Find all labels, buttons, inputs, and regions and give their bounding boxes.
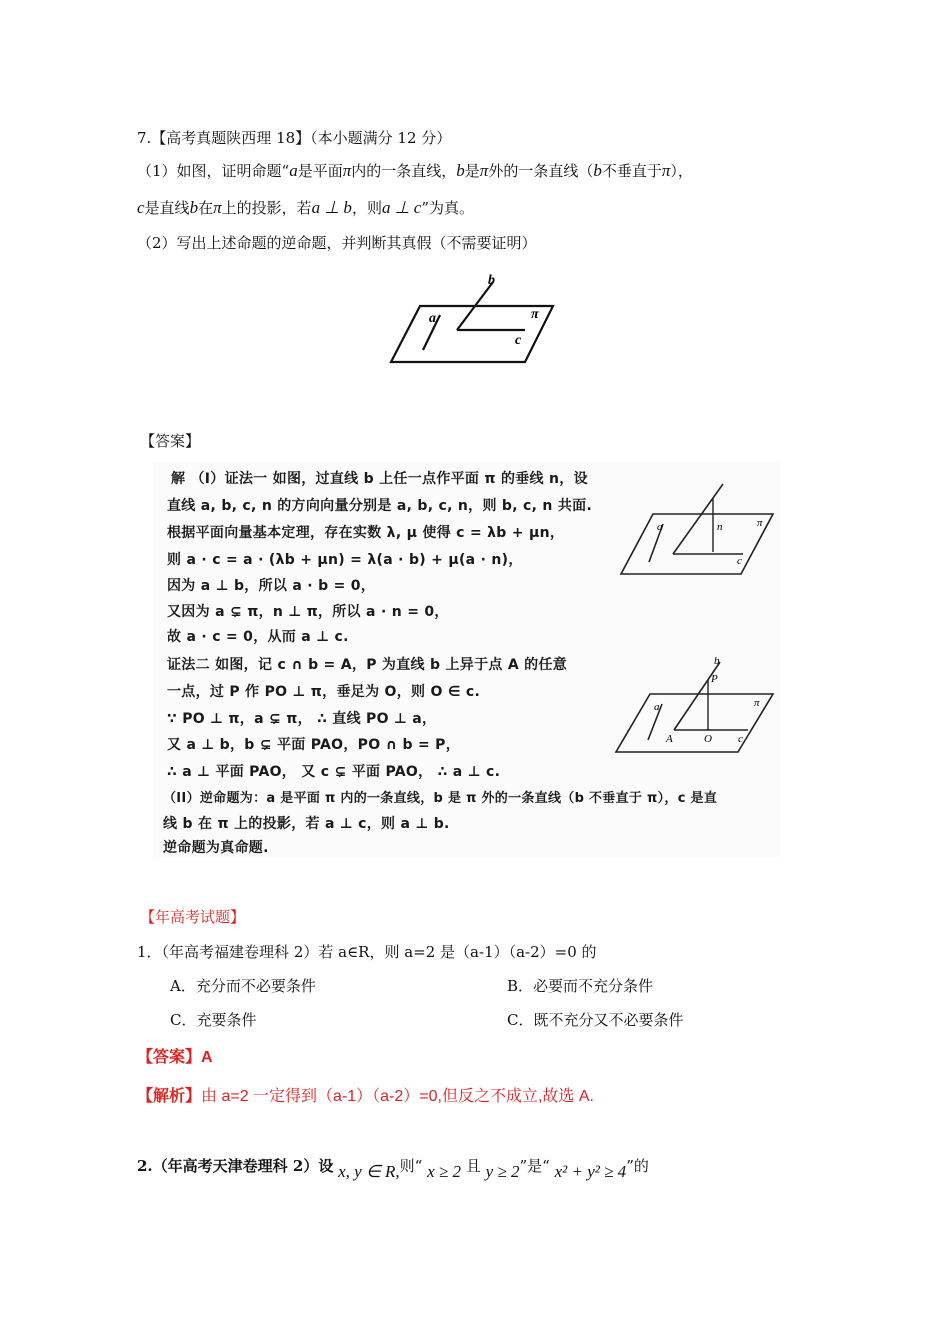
text: （1）如图，证明命题“ [137, 162, 290, 180]
answer-tag: 【答案】 [137, 1047, 202, 1066]
math-var: a [289, 161, 298, 180]
math-var: b [189, 198, 199, 217]
plane [621, 514, 773, 574]
q1-option-d: C．既不充分又不必要条件 [507, 1011, 684, 1029]
q7-part1-line1 [137, 161, 693, 181]
label-P: P [711, 673, 718, 685]
q7-figure [385, 270, 560, 370]
scan-figure-2 [608, 654, 778, 754]
text: 是平面 [297, 162, 343, 180]
text: ）， [670, 162, 693, 180]
solution-line: 故 a · c = 0，从而 a ⊥ c. [167, 629, 349, 645]
label-A: A [666, 733, 673, 745]
text: ”的 [626, 1157, 649, 1175]
solution-line: 证法二 如图，记 c ∩ b = A，P 为直线 b 上异于点 A 的任意 [167, 657, 568, 673]
solution-line: 则 a · c = a · (λb + μn) = λ(a · b) + μ(a · n)， [167, 552, 523, 568]
q7-title: 7.【高考真题陕西理 18】（本小题满分 12 分） [137, 129, 452, 147]
math-var: π [661, 161, 671, 180]
math-var: π [342, 161, 352, 180]
analysis-tag: 【解析】 [137, 1086, 202, 1105]
text: ”为真。 [421, 199, 474, 217]
label-pi: π [531, 307, 539, 322]
text: ”是“ [519, 1157, 550, 1175]
math-expr: a ⊥ c [381, 198, 422, 217]
label-a: a [654, 701, 660, 713]
label-a: a [429, 311, 436, 326]
answer-value: A [201, 1049, 213, 1066]
solution-line: 线 b 在 π 上的投影，若 a ⊥ c，则 a ⊥ b. [163, 816, 450, 832]
math-var: b [456, 161, 465, 180]
label-pi: π [754, 697, 760, 709]
line-b [673, 484, 723, 554]
analysis-text: 由 a=2 一定得到（a-1）（a-2）=0,但反之不成立,故选 A. [201, 1088, 594, 1105]
q1-option-c: C．充要条件 [170, 1011, 257, 1029]
math-expr: y ≥ 2 [485, 1162, 520, 1181]
plane [616, 694, 773, 752]
text: 外的一条直线（ [488, 162, 594, 180]
q1-stem: 1．（年高考福建卷理科 2）若 a∈R，则 a=2 是（a-1）（a-2）=0 的 [137, 943, 597, 961]
label-O: O [704, 733, 712, 745]
solution-line: 逆命题为真命题. [163, 840, 269, 856]
math-expr: x² + y² ≥ 4 [554, 1162, 627, 1181]
text: 是直线 [144, 199, 190, 217]
scanned-solution [153, 462, 780, 857]
math-var: π [479, 161, 489, 180]
text: 在 [198, 199, 214, 217]
text: 是 [464, 162, 480, 180]
label-c: c [738, 733, 743, 745]
solution-line: ∴ a ⊥ 平面 PAO， 又 c ⊊ 平面 PAO， ∴ a ⊥ c. [167, 764, 501, 780]
solution-line: ∵ PO ⊥ π，a ⊊ π， ∴ 直线 PO ⊥ a， [167, 711, 437, 727]
q1-option-b: B．必要而不充分条件 [507, 977, 654, 995]
text: 2.（年高考天津卷理科 2）设 [137, 1157, 334, 1175]
text: 上的投影，若 [221, 199, 312, 217]
section-title: 【年高考试题】 [140, 908, 246, 926]
plane-pi [391, 306, 553, 362]
text: 且 [465, 1157, 481, 1175]
solution-line: 一点，过 P 作 PO ⊥ π，垂足为 O，则 O ∈ c. [167, 684, 481, 700]
math-var: π [213, 198, 222, 217]
label-a: a [657, 521, 663, 533]
label-b: b [488, 273, 495, 288]
label-n: n [717, 521, 723, 533]
math-expr: a ⊥ b [311, 198, 352, 217]
solution-line: 因为 a ⊥ b，所以 a · b = 0， [167, 578, 376, 594]
q1-answer [137, 1047, 213, 1068]
math-var: b [593, 161, 602, 180]
solution-line: 根据平面向量基本定理，存在实数 λ, μ 使得 c = λb + μn， [167, 525, 565, 541]
text: 内的一条直线， [351, 162, 457, 180]
label-c: c [515, 333, 522, 348]
label-c: c [737, 555, 742, 567]
text: 不垂直于 [601, 162, 662, 180]
solution-line: （II）逆命题为：a 是平面 π 内的一条直线，b 是 π 外的一条直线（b 不垂直于 π），c 是直 [163, 791, 718, 806]
scan-figure-1 [613, 474, 778, 579]
math-var: c [137, 198, 145, 217]
solution-line: 又因为 a ⊊ π，n ⊥ π，所以 a · n = 0， [167, 604, 449, 620]
q7-part1-line2 [137, 198, 474, 218]
q2-stem [137, 1156, 649, 1181]
q7-part2: （2）写出上述命题的逆命题，并判断其真假（不需要证明） [137, 234, 537, 252]
solution-line: 解 （I）证法一 如图，过直线 b 上任一点作平面 π 的垂线 n，设 [171, 471, 588, 487]
math-expr: x, y ∈ R, [338, 1162, 400, 1181]
solution-line: 又 a ⊥ b，b ⊊ 平面 PAO，PO ∩ b = P， [167, 737, 461, 753]
text: ，则 [351, 199, 382, 217]
label-b: b [714, 655, 720, 667]
math-expr: x ≥ 2 [427, 1162, 461, 1181]
answer-label: 【答案】 [140, 432, 201, 450]
solution-line: 直线 a, b, c, n 的方向向量分别是 a, b, c, n，则 b, c, n 共面. [167, 498, 593, 514]
q1-option-a: A．充分而不必要条件 [170, 977, 316, 995]
label-pi: π [757, 517, 763, 529]
q1-analysis [137, 1086, 594, 1107]
text: 则“ [399, 1157, 423, 1175]
